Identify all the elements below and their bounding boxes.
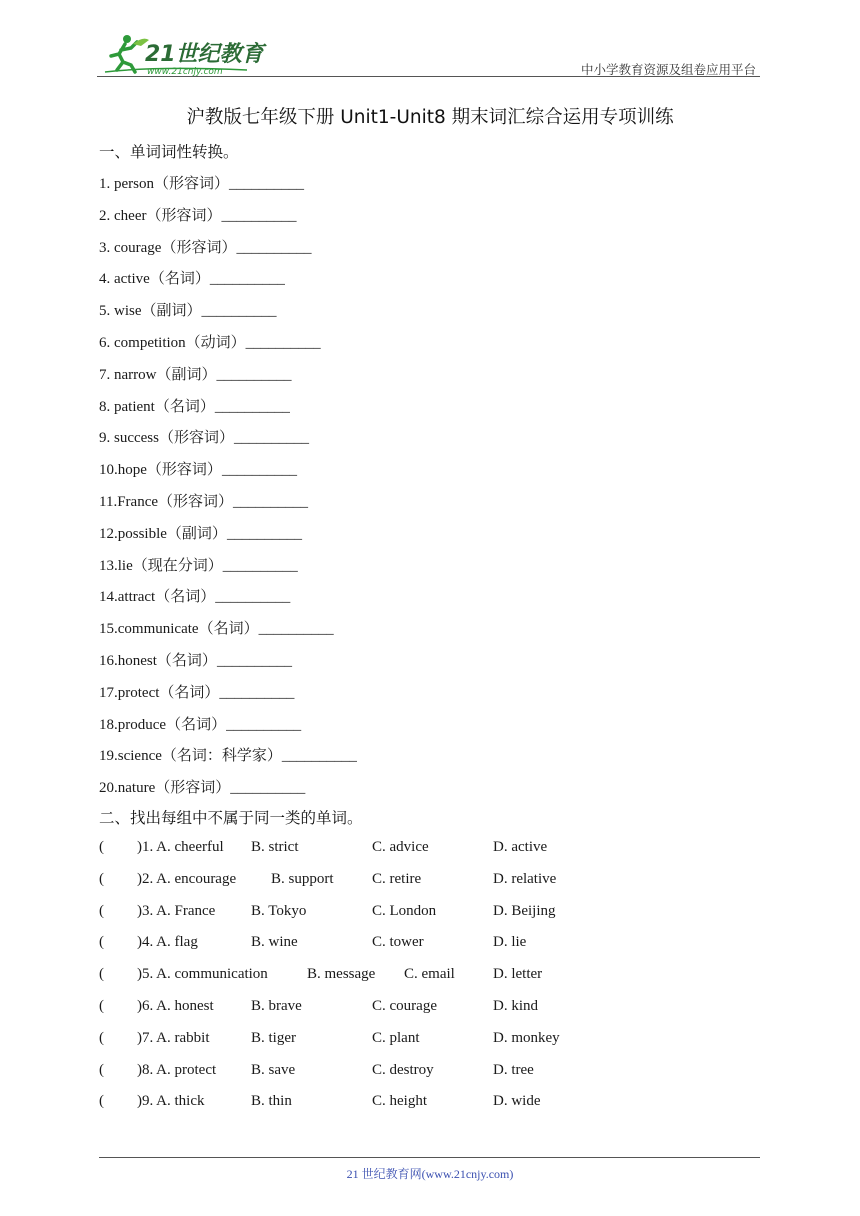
answer-blank[interactable]: __________ — [245, 335, 321, 351]
part-of-speech-hint: （形容词） — [154, 174, 230, 192]
footer-divider — [99, 1157, 760, 1158]
question-word: lie — [117, 557, 133, 574]
part-of-speech-hint: （名词） — [159, 682, 220, 701]
option-b: B. wine — [251, 934, 298, 951]
choice-question-row — [99, 1062, 699, 1082]
option-b: B. thin — [251, 1093, 292, 1110]
question-item — [99, 490, 308, 511]
option-a: )9. A. thick — [137, 1093, 205, 1110]
question-number: 4. — [99, 271, 114, 288]
question-word: patient — [114, 398, 155, 415]
question-item — [99, 554, 298, 575]
answer-blank[interactable]: __________ — [222, 557, 298, 574]
question-word: active — [114, 271, 150, 288]
option-c: C. destroy — [372, 1061, 434, 1078]
answer-blank[interactable]: __________ — [201, 303, 277, 320]
option-a: )8. A. protect — [137, 1061, 217, 1078]
part-of-speech-hint: （副词） — [166, 523, 227, 542]
answer-blank[interactable]: __________ — [216, 366, 292, 383]
option-c: C. courage — [372, 998, 437, 1014]
option-c: C. retire — [372, 870, 422, 887]
answer-bracket[interactable]: ( — [99, 934, 104, 951]
answer-blank[interactable]: __________ — [209, 271, 285, 288]
question-number: 2. — [99, 207, 114, 224]
section2-heading: 二、找出每组中不属于同一类的单词。 — [99, 809, 363, 827]
answer-bracket[interactable]: ( — [99, 870, 104, 887]
question-word: competition — [114, 335, 186, 351]
part-of-speech-hint: （名词） — [198, 619, 259, 638]
question-number: 18. — [99, 716, 118, 733]
part-of-speech-hint: （名词） — [166, 714, 227, 733]
part-of-speech-hint: （名词） — [155, 587, 216, 606]
question-number: 1. — [99, 176, 114, 192]
question-number: 6. — [99, 335, 114, 351]
choice-question-row — [99, 839, 699, 859]
site-logo — [97, 32, 267, 76]
option-d: D. Beijing — [493, 902, 556, 919]
question-number: 13. — [99, 557, 118, 574]
option-d: D. lie — [493, 934, 527, 951]
question-word: possible — [117, 525, 167, 542]
question-item — [99, 522, 302, 543]
answer-blank[interactable]: __________ — [216, 653, 292, 669]
option-c: C. email — [404, 966, 455, 983]
answer-blank[interactable]: __________ — [233, 494, 309, 510]
option-b: B. Tokyo — [251, 902, 307, 919]
choice-question-row — [99, 1030, 699, 1050]
question-item — [99, 649, 292, 670]
question-word: communicate — [117, 621, 199, 638]
page-title: 沪教版七年级下册 Unit1-Unit8 期末词汇综合运用专项训练 — [186, 107, 674, 128]
question-word: nature — [117, 780, 156, 797]
logo-text: 21世纪教育 — [145, 42, 264, 67]
question-word: person — [114, 176, 154, 192]
option-a: )3. A. France — [137, 902, 216, 919]
option-b: B. save — [251, 1061, 296, 1078]
section1-heading: 一、单词词性转换。 — [99, 143, 239, 161]
answer-bracket[interactable]: ( — [99, 1029, 104, 1046]
part-of-speech-hint: （现在分词） — [132, 555, 223, 574]
question-number: 7. — [99, 366, 114, 383]
choice-question-row — [99, 903, 699, 923]
question-number: 11. — [99, 494, 118, 510]
option-c: C. plant — [372, 1029, 420, 1046]
question-item — [99, 267, 285, 288]
option-a: )7. A. rabbit — [137, 1029, 210, 1046]
question-number: 5. — [99, 303, 114, 320]
question-number: 10. — [99, 462, 118, 479]
choice-question-row — [99, 871, 699, 891]
option-d: D. wide — [493, 1093, 541, 1110]
option-b: B. strict — [251, 839, 299, 855]
question-item — [99, 204, 296, 225]
question-number: 17. — [99, 684, 118, 701]
option-c: C. height — [372, 1093, 427, 1110]
option-c: C. tower — [372, 934, 424, 951]
option-b: B. tiger — [251, 1029, 296, 1046]
question-word: hope — [117, 462, 147, 479]
part-of-speech-hint: （副词） — [156, 364, 217, 383]
question-word: narrow — [114, 366, 157, 383]
option-d: D. letter — [493, 966, 543, 983]
question-word: cheer — [114, 207, 147, 224]
question-word: produce — [117, 716, 167, 733]
option-d: D. monkey — [493, 1029, 560, 1046]
part-of-speech-hint: （名词） — [156, 651, 217, 669]
question-word: science — [117, 748, 162, 765]
part-of-speech-hint: （名词：科学家） — [161, 746, 282, 765]
question-word: wise — [114, 303, 142, 320]
question-word: courage — [114, 239, 162, 256]
part-of-speech-hint: （形容词） — [159, 428, 235, 447]
question-number: 14. — [99, 589, 118, 606]
question-word: attract — [117, 589, 156, 606]
answer-blank[interactable]: __________ — [226, 716, 302, 733]
choice-question-row — [99, 934, 699, 954]
header-divider — [97, 76, 760, 77]
question-item — [99, 236, 311, 257]
answer-blank[interactable]: __________ — [221, 462, 297, 479]
choice-question-row — [99, 966, 699, 986]
answer-blank[interactable]: __________ — [226, 525, 302, 542]
question-word: protect — [117, 684, 160, 701]
footer-text: 21 世纪教育网(www.21cnjy.com) — [346, 1167, 514, 1181]
option-b: B. support — [271, 870, 334, 887]
question-item — [99, 776, 305, 797]
answer-bracket[interactable]: ( — [99, 998, 104, 1014]
header-platform-text: 中小学教育资源及组卷应用平台 — [580, 62, 756, 77]
answer-blank[interactable]: __________ — [236, 239, 312, 256]
question-word: France — [117, 494, 159, 510]
question-item — [99, 363, 292, 384]
question-number: 20. — [99, 780, 118, 797]
option-a: )2. A. encourage — [137, 870, 237, 887]
option-d: D. relative — [493, 870, 557, 887]
option-a: )1. A. cheerful — [137, 839, 224, 855]
question-number: 9. — [99, 430, 114, 447]
question-item — [99, 617, 334, 638]
part-of-speech-hint: （形容词） — [155, 778, 231, 797]
question-item — [99, 299, 277, 320]
page-header — [97, 30, 760, 78]
part-of-speech-hint: （形容词） — [146, 460, 222, 479]
answer-bracket[interactable]: ( — [99, 1061, 104, 1078]
question-item — [99, 744, 357, 765]
answer-blank[interactable]: __________ — [229, 176, 305, 192]
question-item — [99, 395, 290, 416]
answer-blank[interactable]: __________ — [281, 748, 357, 765]
option-a: )5. A. communication — [137, 966, 268, 983]
answer-blank[interactable]: __________ — [221, 207, 297, 224]
part-of-speech-hint: （副词） — [141, 301, 202, 320]
answer-blank[interactable]: __________ — [219, 684, 295, 701]
option-b: B. message — [307, 966, 376, 983]
question-item — [99, 681, 294, 702]
answer-bracket[interactable]: ( — [99, 839, 104, 855]
option-d: D. kind — [493, 998, 538, 1014]
option-a: )6. A. honest — [137, 998, 214, 1014]
question-number: 8. — [99, 398, 114, 415]
logo-url: www.21cnjy.com — [147, 67, 223, 76]
answer-bracket[interactable]: ( — [99, 902, 104, 919]
question-number: 12. — [99, 525, 118, 542]
question-number: 19. — [99, 748, 118, 765]
part-of-speech-hint: （动词） — [185, 333, 246, 351]
option-a: )4. A. flag — [137, 934, 198, 951]
option-b: B. brave — [251, 998, 302, 1014]
answer-bracket[interactable]: ( — [99, 966, 104, 983]
answer-blank[interactable]: __________ — [258, 621, 334, 638]
answer-bracket[interactable]: ( — [99, 1093, 104, 1110]
answer-blank[interactable]: __________ — [230, 780, 306, 797]
question-number: 15. — [99, 621, 118, 638]
option-d: D. active — [493, 839, 548, 855]
question-item — [99, 713, 301, 734]
answer-blank[interactable]: __________ — [215, 589, 291, 606]
part-of-speech-hint: （名词） — [154, 396, 215, 415]
question-item — [99, 426, 309, 447]
question-item — [99, 331, 321, 352]
question-item — [99, 172, 304, 193]
question-number: 3. — [99, 239, 114, 256]
choice-question-row — [99, 1093, 699, 1113]
answer-blank[interactable]: __________ — [214, 398, 290, 415]
part-of-speech-hint: （形容词） — [158, 492, 234, 510]
part-of-speech-hint: （名词） — [149, 269, 210, 288]
option-d: D. tree — [493, 1061, 534, 1078]
question-word: honest — [117, 653, 157, 669]
choice-question-row — [99, 998, 699, 1018]
option-c: C. advice — [372, 839, 429, 855]
question-item — [99, 585, 290, 606]
part-of-speech-hint: （形容词） — [146, 205, 222, 224]
question-word: success — [114, 430, 159, 447]
answer-blank[interactable]: __________ — [234, 430, 310, 447]
question-item — [99, 458, 297, 479]
option-c: C. London — [372, 902, 437, 919]
question-number: 16. — [99, 653, 118, 669]
part-of-speech-hint: （形容词） — [161, 237, 237, 256]
